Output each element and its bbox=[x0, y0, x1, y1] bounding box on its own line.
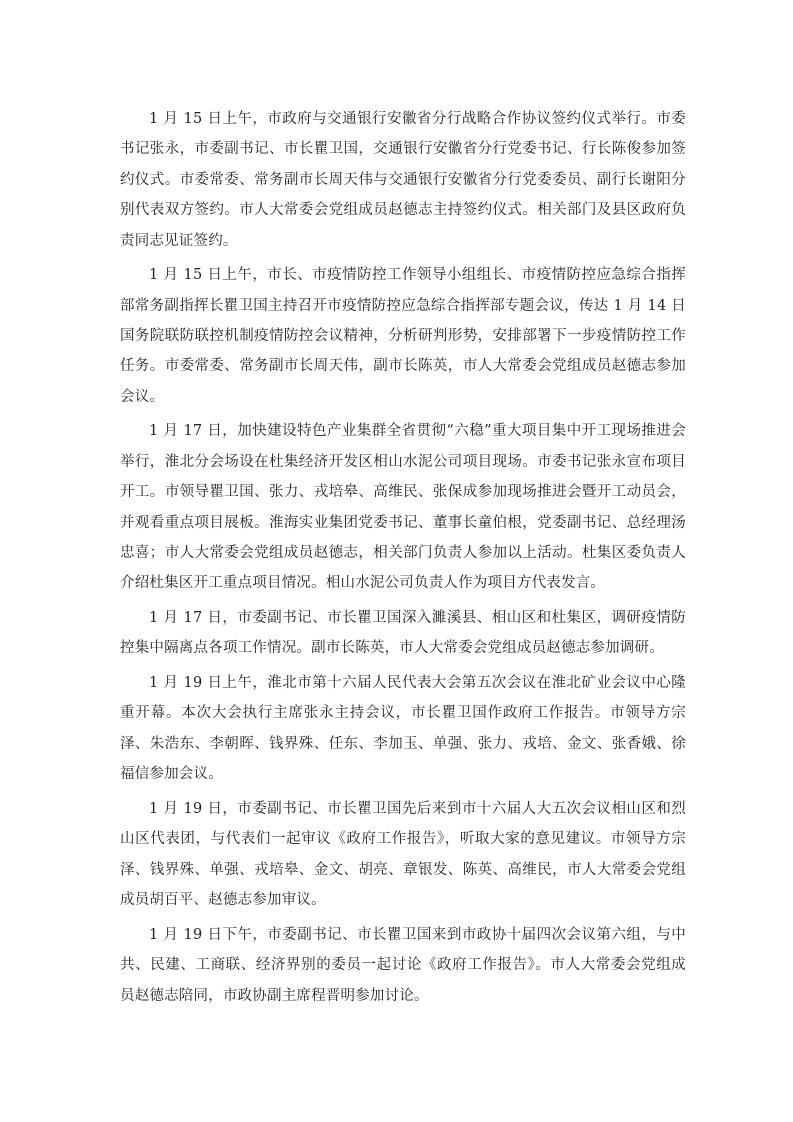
paragraph-7: 1 月 19 日下午，市委副书记、市长瞿卫国来到市政协十届四次会议第六组，与中共、民建、工商联、经济界别的委员一起讨论《政府工作报告》。市人大常委会党组成员赵德志陪同，市政协副主席程晋明参加讨论。 bbox=[120, 926, 686, 1004]
paragraph-6: 1 月 19 日，市委副书记、市长瞿卫国先后来到市十六届人大五次会议相山区和烈山区代表团，与代表们一起审议《政府工作报告》，听取大家的意见建议。市领导方宗泽、钱界殊、单强、戎培皋、金文、胡亮、章银发、陈英、高维民，市人大常委会党组成员胡百平、赵德志参加审议。 bbox=[120, 800, 686, 909]
paragraph-5: 1 月 19 日上午，淮北市第十六届人民代表大会第五次会议在淮北矿业会议中心隆重开幕。本次大会执行主席张永主持会议，市长瞿卫国作政府工作报告。市领导方宗泽、朱浩东、李朝晖、钱界殊、任东、李加玉、单强、张力、戎培、金文、张香娥、徐福信参加会议。 bbox=[120, 675, 686, 783]
paragraph-2: 1 月 15 日上午，市长、市疫情防控工作领导小组组长、市疫情防控应急综合指挥部常务副指挥长瞿卫国主持召开市疫情防控应急综合指挥部专题会议，传达 1 月 14 日国务院联防联控机制疫情防控会议精神，分析研判形势，安排部署下一步疫情防控工作任务。市委常委、常务副市长周天伟，副市长陈英，市人大常委会党组成员赵德志参加会议。 bbox=[120, 267, 686, 405]
document-body bbox=[120, 104, 686, 1015]
paragraph-1: 1 月 15 日上午，市政府与交通银行安徽省分行战略合作协议签约仪式举行。市委书记张永，市委副书记、市长瞿卫国，交通银行安徽省分行党委书记、行长陈俊参加签约仪式。市委常委、常务副市长周天伟与交通银行安徽省分行党委委员、副行长谢阳分别代表双方签约。市人大常委会党组成员赵德志主持签约仪式。相关部门及县区政府负责同志见证签约。 bbox=[120, 111, 686, 249]
paragraph-4: 1 月 17 日，市委副书记、市长瞿卫国深入濉溪县、相山区和杜集区，调研疫情防控集中隔离点各项工作情况。副市长陈英，市人大常委会党组成员赵德志参加调研。 bbox=[120, 610, 686, 657]
paragraph-3: 1 月 17 日，加快建设特色产业集群全省贯彻“六稳”重大项目集中开工现场推进会举行，淮北分会场设在杜集经济开发区相山水泥公司项目现场。市委书记张永宣布项目开工。市领导瞿卫国、张力、戎培皋、高维民、张保成参加现场推进会暨开工动员会，并观看重点项目展板。淮海实业集团党委书记、董事长童伯根，党委副书记、总经理汤忠喜；市人大常委会党组成员赵德志，相关部门负责人参加以上活动。杜集区委负责人介绍杜集区开工重点项目情况。相山水泥公司负责人作为项目方代表发言。 bbox=[120, 423, 686, 592]
